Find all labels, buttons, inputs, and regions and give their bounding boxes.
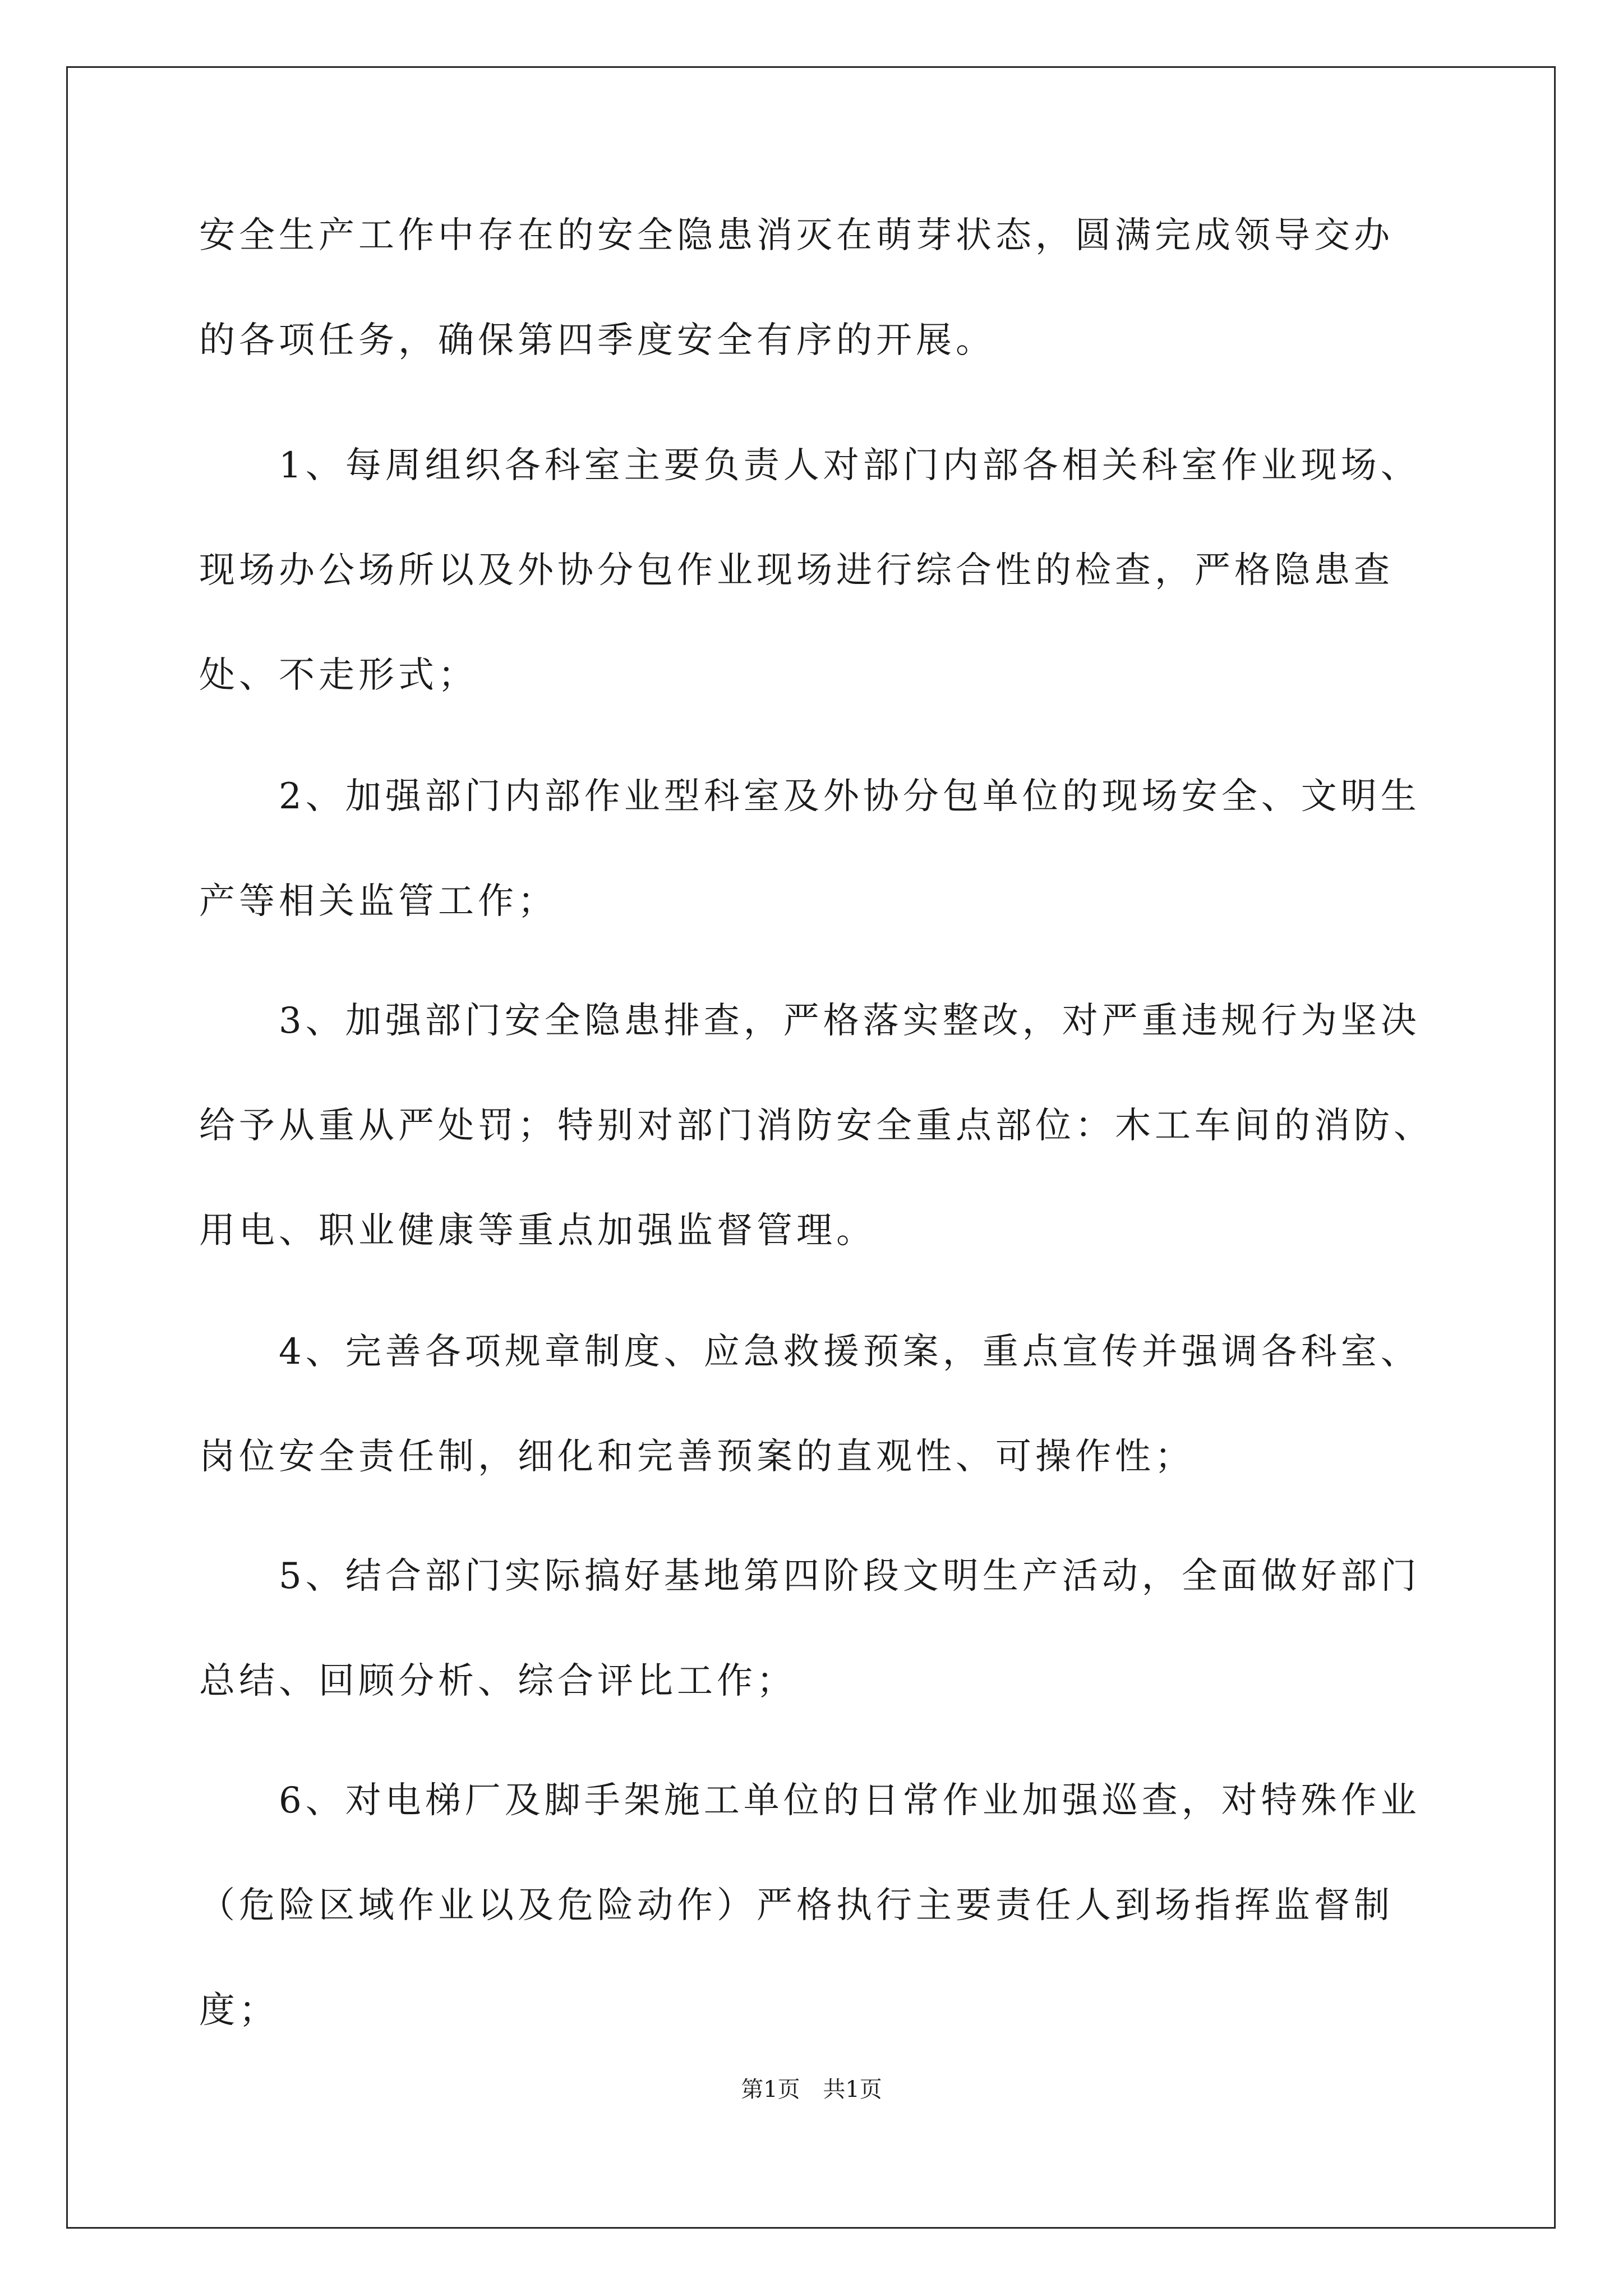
text-line: 度； (199, 1990, 279, 2031)
text-line: 4、完善各项规章制度、应急救援预案，重点宣传并强调各科室、 (199, 1331, 1421, 1373)
text-line: 3、加强部门安全隐患排查，严格落实整改，对严重违规行为坚决 (199, 1000, 1421, 1042)
text-line: 岗位安全责任制，细化和完善预案的直观性、可操作性； (199, 1436, 1195, 1478)
text-line: （危险区域作业以及危险动作）严格执行主要责任人到场指挥监督制 (199, 1885, 1394, 1926)
text-line: 给予从重从严处罚；特别对部门消防安全重点部位：木工车间的消防、 (199, 1105, 1433, 1147)
page-total: 共1页 (823, 2077, 882, 2102)
text-line: 6、对电梯厂及脚手架施工单位的日常作业加强巡查，对特殊作业 (199, 1780, 1421, 1821)
text-line: 安全生产工作中存在的安全隐患消灭在萌芽状态，圆满完成领导交办 (199, 215, 1394, 256)
text-line: 产等相关监管工作； (199, 881, 557, 922)
page-number: 第1页 (741, 2077, 800, 2102)
text-line: 2、加强部门内部作业型科室及外协分包单位的现场安全、文明生 (199, 776, 1421, 817)
text-line: 1、每周组织各科室主要负责人对部门内部各相关科室作业现场、 (199, 445, 1421, 486)
text-line: 处、不走形式； (199, 655, 478, 696)
text-line: 现场办公场所以及外协分包作业现场进行综合性的检查，严格隐患查 (199, 550, 1394, 591)
text-line: 总结、回顾分析、综合评比工作； (199, 1660, 796, 1702)
text-line: 5、结合部门实际搞好基地第四阶段文明生产活动，全面做好部门 (199, 1556, 1421, 1597)
text-line: 用电、职业健康等重点加强监督管理。 (199, 1210, 876, 1251)
text-line: 的各项任务，确保第四季度安全有序的开展。 (199, 320, 995, 361)
page-footer (0, 2076, 1623, 2104)
